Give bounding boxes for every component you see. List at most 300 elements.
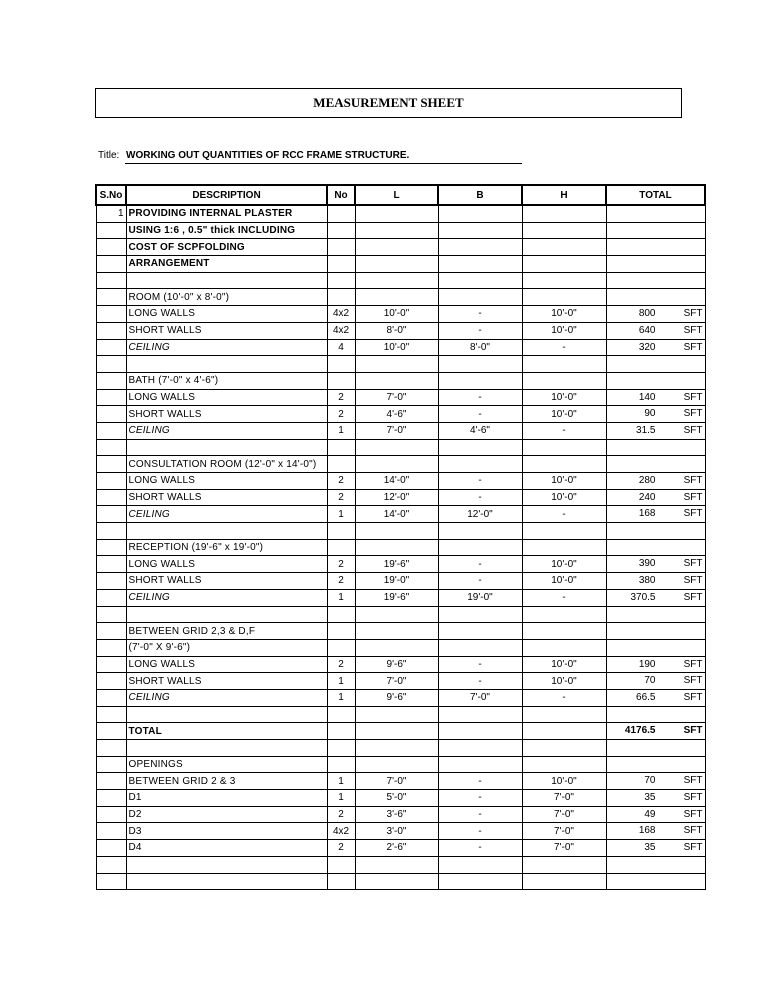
no-cell: 1 (327, 673, 355, 690)
description-cell: CONSULTATION ROOM (12'-0" x 14'-0") (126, 456, 327, 473)
total-cell (606, 523, 705, 540)
sno-cell (96, 256, 126, 273)
table-row (96, 256, 705, 273)
no-cell (327, 740, 355, 757)
total-value: 70 (644, 775, 656, 787)
total-unit: SFT (683, 591, 703, 603)
description-cell: SHORT WALLS (126, 406, 327, 423)
total-cell (606, 740, 705, 757)
total-unit: SFT (683, 508, 703, 520)
sno-cell (96, 372, 126, 389)
total-value: 640 (638, 324, 656, 336)
sno-cell (96, 589, 126, 606)
l-cell (355, 856, 438, 873)
description-cell: LONG WALLS (126, 473, 327, 490)
description-cell: OPENINGS (126, 756, 327, 773)
h-cell (522, 639, 606, 656)
sno-cell (96, 473, 126, 490)
description-cell: ARRANGEMENT (126, 256, 327, 273)
l-cell (355, 372, 438, 389)
b-cell: - (438, 322, 522, 339)
sno-cell (96, 306, 126, 323)
table-row (96, 289, 705, 306)
no-cell: 4x2 (327, 823, 355, 840)
l-cell: 7'-0" (355, 673, 438, 690)
no-cell (327, 205, 355, 222)
table-body (96, 205, 705, 890)
l-cell (355, 523, 438, 540)
total-cell (606, 306, 705, 323)
b-cell (438, 272, 522, 289)
total-cell (606, 339, 705, 356)
total-value: 168 (638, 508, 656, 520)
total-cell (606, 356, 705, 373)
b-cell: - (438, 823, 522, 840)
table-row (96, 339, 705, 356)
table-row (96, 306, 705, 323)
l-cell (355, 539, 438, 556)
total-cell (606, 322, 705, 339)
b-cell: - (438, 489, 522, 506)
l-cell (355, 239, 438, 256)
description-cell: ROOM (10'-0" x 8'-0") (126, 289, 327, 306)
b-cell (438, 606, 522, 623)
h-cell (522, 873, 606, 890)
h-cell: 10'-0" (522, 473, 606, 490)
h-cell (522, 356, 606, 373)
no-cell (327, 222, 355, 239)
description-cell: CEILING (126, 589, 327, 606)
h-cell: 7'-0" (522, 823, 606, 840)
table-row (96, 406, 705, 423)
total-cell (606, 589, 705, 606)
l-cell: 10'-0" (355, 306, 438, 323)
b-cell (438, 856, 522, 873)
no-cell: 2 (327, 406, 355, 423)
total-cell (606, 723, 705, 740)
total-value: 140 (638, 391, 656, 403)
l-cell: 4'-6" (355, 406, 438, 423)
b-cell (438, 756, 522, 773)
description-cell (126, 706, 327, 723)
h-cell: - (522, 422, 606, 439)
h-cell (522, 256, 606, 273)
total-cell (606, 806, 705, 823)
l-cell (355, 256, 438, 273)
h-cell: 7'-0" (522, 806, 606, 823)
l-cell: 7'-0" (355, 389, 438, 406)
l-cell (355, 606, 438, 623)
h-cell (522, 706, 606, 723)
h-cell (522, 740, 606, 757)
total-value: 320 (638, 341, 656, 353)
total-unit: SFT (683, 792, 703, 804)
b-cell: - (438, 790, 522, 807)
total-cell (606, 239, 705, 256)
h-cell (522, 523, 606, 540)
table-row (96, 473, 705, 490)
l-cell (355, 706, 438, 723)
l-cell (355, 456, 438, 473)
sno-cell (96, 523, 126, 540)
b-cell: - (438, 806, 522, 823)
b-cell (438, 706, 522, 723)
l-cell: 19'-6" (355, 589, 438, 606)
no-cell: 2 (327, 556, 355, 573)
l-cell: 14'-0" (355, 473, 438, 490)
sno-cell (96, 639, 126, 656)
total-cell (606, 790, 705, 807)
sno-cell (96, 489, 126, 506)
total-cell (606, 456, 705, 473)
total-cell (606, 673, 705, 690)
table-row (96, 239, 705, 256)
h-cell (522, 289, 606, 306)
total-value: 35 (644, 842, 656, 854)
total-cell (606, 289, 705, 306)
total-unit: SFT (683, 725, 703, 737)
no-cell (327, 272, 355, 289)
h-cell (522, 239, 606, 256)
total-unit: SFT (683, 391, 703, 403)
table-row (96, 623, 705, 640)
sno-cell (96, 790, 126, 807)
b-cell (438, 723, 522, 740)
l-cell: 7'-0" (355, 422, 438, 439)
sno-cell (96, 756, 126, 773)
b-cell (438, 205, 522, 222)
total-unit: SFT (683, 575, 703, 587)
sno-cell (96, 723, 126, 740)
description-cell (126, 439, 327, 456)
b-cell (438, 873, 522, 890)
col-header-no: No (327, 185, 355, 205)
b-cell (438, 439, 522, 456)
b-cell: 4'-6" (438, 422, 522, 439)
no-cell (327, 856, 355, 873)
sno-cell (96, 873, 126, 890)
total-cell (606, 689, 705, 706)
b-cell (438, 289, 522, 306)
description-cell: USING 1:6 , 0.5" thick INCLUDING (126, 222, 327, 239)
description-cell: LONG WALLS (126, 306, 327, 323)
no-cell (327, 439, 355, 456)
l-cell: 5'-0" (355, 790, 438, 807)
l-cell: 12'-0" (355, 489, 438, 506)
b-cell: 8'-0" (438, 339, 522, 356)
b-cell: - (438, 556, 522, 573)
col-header-sno: S.No (96, 185, 126, 205)
total-value: 90 (644, 408, 656, 420)
h-cell (522, 272, 606, 289)
b-cell (438, 356, 522, 373)
b-cell: - (438, 840, 522, 857)
description-cell: D2 (126, 806, 327, 823)
sno-cell: 1 (96, 205, 126, 222)
no-cell (327, 539, 355, 556)
description-cell: LONG WALLS (126, 389, 327, 406)
total-cell (606, 873, 705, 890)
no-cell: 1 (327, 790, 355, 807)
description-cell (126, 740, 327, 757)
col-header-l: L (355, 185, 438, 205)
description-cell: SHORT WALLS (126, 322, 327, 339)
no-cell (327, 706, 355, 723)
description-cell (126, 856, 327, 873)
sno-cell (96, 389, 126, 406)
table-row (96, 506, 705, 523)
total-value: 190 (638, 658, 656, 670)
sno-cell (96, 539, 126, 556)
l-cell (355, 439, 438, 456)
sno-cell (96, 456, 126, 473)
total-cell (606, 706, 705, 723)
table-row (96, 606, 705, 623)
col-header-total: TOTAL (606, 185, 705, 205)
h-cell (522, 372, 606, 389)
description-cell: LONG WALLS (126, 656, 327, 673)
sno-cell (96, 289, 126, 306)
l-cell: 3'-6" (355, 806, 438, 823)
l-cell (355, 205, 438, 222)
no-cell (327, 606, 355, 623)
table-row (96, 656, 705, 673)
total-unit: SFT (683, 691, 703, 703)
b-cell: - (438, 473, 522, 490)
b-cell (438, 222, 522, 239)
description-cell: CEILING (126, 689, 327, 706)
no-cell (327, 356, 355, 373)
b-cell (438, 523, 522, 540)
total-value: 4176.5 (624, 725, 656, 737)
sno-cell (96, 740, 126, 757)
b-cell (438, 456, 522, 473)
total-unit: SFT (683, 324, 703, 336)
h-cell (522, 539, 606, 556)
total-unit: SFT (683, 424, 703, 436)
table-row (96, 840, 705, 857)
title-label: Title: (98, 150, 120, 161)
table-row (96, 873, 705, 890)
l-cell: 9'-6" (355, 689, 438, 706)
total-cell (606, 773, 705, 790)
table-row (96, 673, 705, 690)
h-cell (522, 606, 606, 623)
description-cell: RECEPTION (19'-6" x 19'-0") (126, 539, 327, 556)
sno-cell (96, 322, 126, 339)
table-row (96, 773, 705, 790)
description-cell: D3 (126, 823, 327, 840)
total-cell (606, 656, 705, 673)
h-cell: 10'-0" (522, 306, 606, 323)
l-cell (355, 272, 438, 289)
total-cell (606, 623, 705, 640)
h-cell (522, 856, 606, 873)
b-cell (438, 740, 522, 757)
total-unit: SFT (683, 475, 703, 486)
b-cell (438, 239, 522, 256)
total-value: 370.5 (630, 591, 656, 603)
total-cell (606, 256, 705, 273)
no-cell: 2 (327, 473, 355, 490)
b-cell: - (438, 656, 522, 673)
h-cell: - (522, 339, 606, 356)
no-cell: 1 (327, 773, 355, 790)
description-cell: D4 (126, 840, 327, 857)
b-cell (438, 372, 522, 389)
description-cell (126, 272, 327, 289)
total-cell (606, 573, 705, 590)
table-row (96, 756, 705, 773)
l-cell (355, 356, 438, 373)
no-cell (327, 372, 355, 389)
b-cell (438, 256, 522, 273)
b-cell: - (438, 673, 522, 690)
no-cell (327, 456, 355, 473)
total-unit: SFT (683, 658, 703, 670)
b-cell: - (438, 573, 522, 590)
total-unit: SFT (683, 775, 703, 787)
sno-cell (96, 239, 126, 256)
sno-cell (96, 356, 126, 373)
h-cell: 7'-0" (522, 840, 606, 857)
no-cell (327, 623, 355, 640)
h-cell (522, 222, 606, 239)
sno-cell (96, 339, 126, 356)
table-row (96, 389, 705, 406)
h-cell: 10'-0" (522, 489, 606, 506)
no-cell: 2 (327, 573, 355, 590)
table-row (96, 272, 705, 289)
sno-cell (96, 823, 126, 840)
total-cell (606, 506, 705, 523)
description-cell: BETWEEN GRID 2 & 3 (126, 773, 327, 790)
sno-cell (96, 840, 126, 857)
total-unit: SFT (683, 808, 703, 820)
description-cell: CEILING (126, 422, 327, 439)
total-unit: SFT (683, 558, 703, 570)
no-cell: 4x2 (327, 322, 355, 339)
col-header-h: H (522, 185, 606, 205)
no-cell: 4 (327, 339, 355, 356)
description-cell: CEILING (126, 506, 327, 523)
table-row (96, 523, 705, 540)
total-cell (606, 389, 705, 406)
l-cell (355, 623, 438, 640)
h-cell (522, 205, 606, 222)
total-cell (606, 372, 705, 389)
no-cell: 2 (327, 489, 355, 506)
total-cell (606, 205, 705, 222)
total-cell (606, 856, 705, 873)
h-cell: - (522, 689, 606, 706)
total-unit: SFT (683, 491, 703, 503)
total-cell (606, 539, 705, 556)
l-cell: 10'-0" (355, 339, 438, 356)
b-cell: 12'-0" (438, 506, 522, 523)
table-row (96, 790, 705, 807)
total-value: 66.5 (636, 691, 656, 703)
l-cell: 8'-0" (355, 322, 438, 339)
total-value: 49 (644, 808, 656, 820)
sno-cell (96, 506, 126, 523)
no-cell: 2 (327, 389, 355, 406)
total-cell (606, 556, 705, 573)
sno-cell (96, 606, 126, 623)
total-unit: SFT (683, 341, 703, 353)
b-cell: 19'-0" (438, 589, 522, 606)
h-cell: 10'-0" (522, 556, 606, 573)
total-value: 280 (638, 475, 656, 486)
b-cell: 7'-0" (438, 689, 522, 706)
l-cell: 3'-0" (355, 823, 438, 840)
no-cell: 1 (327, 506, 355, 523)
b-cell: - (438, 306, 522, 323)
sno-cell (96, 856, 126, 873)
col-header-b: B (438, 185, 522, 205)
description-cell: TOTAL (126, 723, 327, 740)
description-cell: SHORT WALLS (126, 573, 327, 590)
h-cell: 10'-0" (522, 573, 606, 590)
description-cell: (7'-0" X 9'-6") (126, 639, 327, 656)
l-cell (355, 639, 438, 656)
l-cell: 2'-6" (355, 840, 438, 857)
no-cell: 2 (327, 656, 355, 673)
description-cell: LONG WALLS (126, 556, 327, 573)
total-value: 168 (638, 825, 656, 837)
total-unit: SFT (683, 308, 703, 320)
table-row (96, 322, 705, 339)
table-row (96, 740, 705, 757)
table-row (96, 689, 705, 706)
l-cell: 14'-0" (355, 506, 438, 523)
no-cell (327, 523, 355, 540)
total-value: 800 (638, 308, 656, 320)
description-cell: D1 (126, 790, 327, 807)
table-row (96, 422, 705, 439)
description-cell (126, 873, 327, 890)
sno-cell (96, 706, 126, 723)
b-cell: - (438, 406, 522, 423)
h-cell: - (522, 506, 606, 523)
total-cell (606, 406, 705, 423)
sno-cell (96, 422, 126, 439)
l-cell: 19'-0" (355, 573, 438, 590)
h-cell: 10'-0" (522, 656, 606, 673)
sno-cell (96, 656, 126, 673)
total-cell (606, 823, 705, 840)
table-row (96, 489, 705, 506)
sno-cell (96, 623, 126, 640)
h-cell: 10'-0" (522, 773, 606, 790)
table-row (96, 556, 705, 573)
total-cell (606, 439, 705, 456)
b-cell (438, 539, 522, 556)
no-cell (327, 239, 355, 256)
l-cell (355, 723, 438, 740)
l-cell (355, 222, 438, 239)
total-cell (606, 756, 705, 773)
no-cell: 4x2 (327, 306, 355, 323)
h-cell (522, 439, 606, 456)
table-row (96, 222, 705, 239)
description-cell (126, 606, 327, 623)
no-cell (327, 256, 355, 273)
sno-cell (96, 406, 126, 423)
sheet-title-box (95, 88, 682, 118)
total-cell (606, 840, 705, 857)
description-cell (126, 523, 327, 540)
